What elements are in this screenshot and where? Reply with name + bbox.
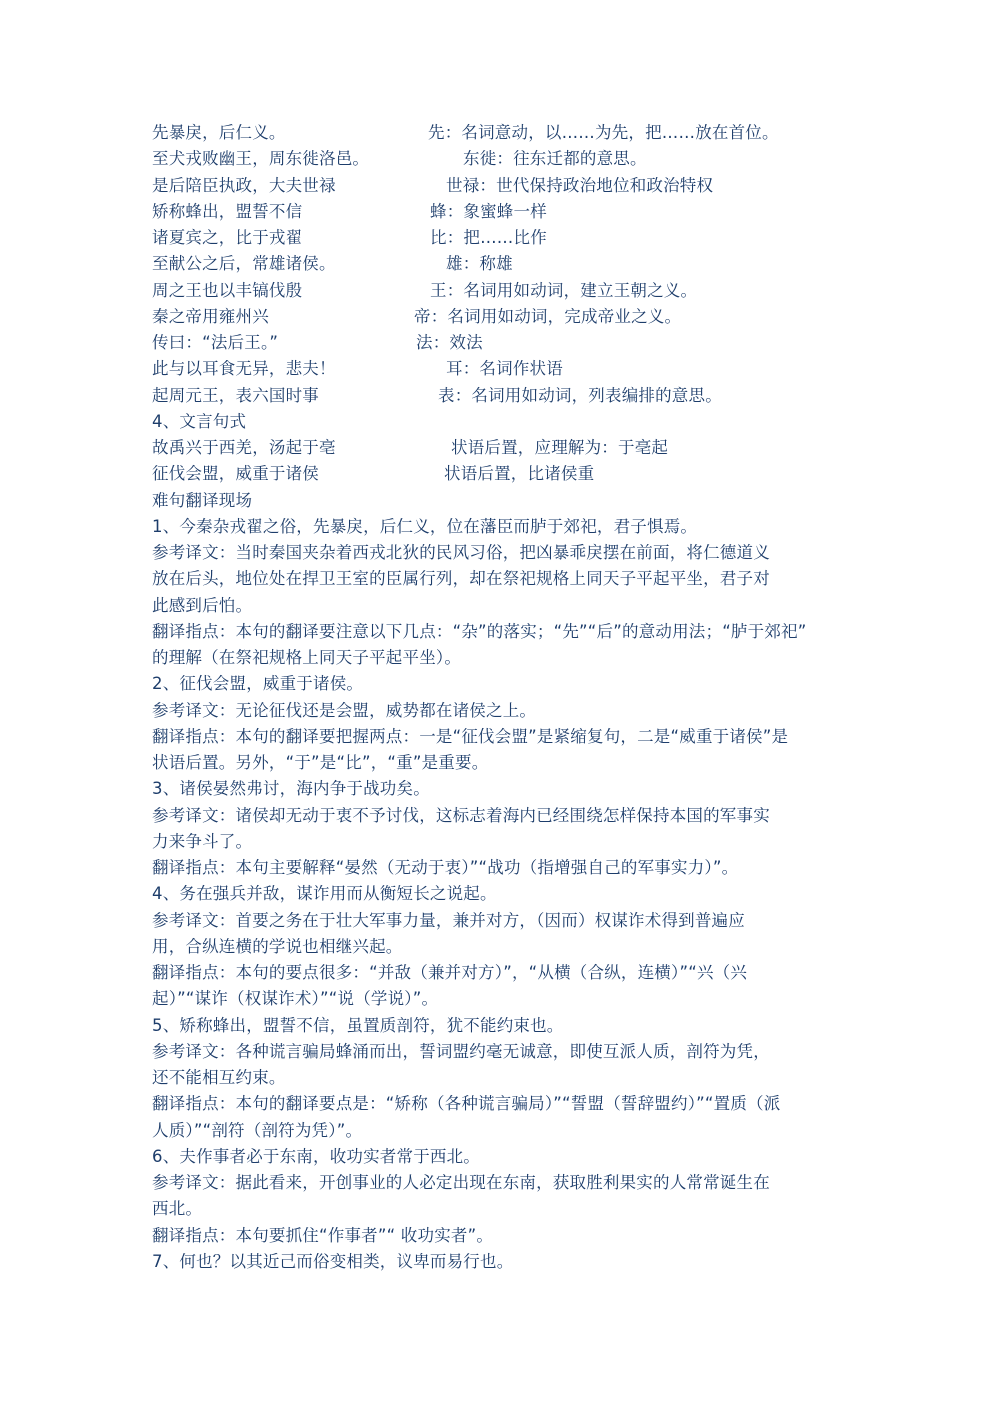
translation-line: 放在后头，地位处在捍卫王室的臣属行列，却在祭祀规格上同天子平起平坐，君子对 xyxy=(152,569,770,589)
pattern-source-sentence: 征伐会盟，威重于诸侯 xyxy=(152,464,319,484)
translation-line: 状语后置。另外，“于”是“比”，“重”是重要。 xyxy=(152,753,489,772)
translation-line: 翻译指点：本句的翻译要点是：“矫称（各种谎言骗局）”“誓盟（誓辞盟约）”“置质（派 xyxy=(152,1094,781,1114)
translation-line: 翻译指点：本句主要解释“晏然（无动于衷）”“战功（指增强自己的军事实力）”。 xyxy=(152,858,739,877)
vocab-annotation: 耳：名词作状语 xyxy=(446,359,563,379)
translation-heading: 难句翻译现场 xyxy=(152,490,253,510)
vocab-source-sentence: 起周元王，表六国时事 xyxy=(152,385,319,405)
vocab-source-sentence: 此与以耳食无异，悲夫！ xyxy=(152,359,336,379)
translation-line: 3、诸侯晏然弗讨，海内争于战功矣。 xyxy=(152,779,430,799)
vocab-source-sentence: 是后陪臣执政，大夫世禄 xyxy=(152,175,336,195)
translation-line: 参考译文：据此看来，开创事业的人必定出现在东南，获取胜利果实的人常常诞生在 xyxy=(152,1173,770,1192)
translation-line: 西北。 xyxy=(152,1199,203,1219)
vocab-annotation: 法：效法 xyxy=(416,333,483,352)
translation-line: 翻译指点：本句要抓住“作事者”“ 收功实者”。 xyxy=(152,1225,494,1245)
vocab-source-sentence: 传曰：“法后王。” xyxy=(152,333,279,352)
vocab-source-sentence: 诸夏宾之，比于戎翟 xyxy=(152,228,303,247)
translation-line: 1、今秦杂戎翟之俗，先暴戾，后仁义，位在藩臣而胪于郊祀，君子惧焉。 xyxy=(152,516,698,536)
vocab-annotation: 世禄：世代保持政治地位和政治特权 xyxy=(446,175,714,195)
section-heading: 4、文言句式 xyxy=(152,411,247,431)
translation-line: 起）”“谋诈（权谋诈术）”“说（学说）”。 xyxy=(152,989,439,1009)
vocab-annotation: 帝：名词用如动词，完成帝业之义。 xyxy=(414,306,682,326)
vocab-annotation: 东徙：往东迁都的意思。 xyxy=(463,149,647,169)
translation-line: 参考译文：当时秦国夹杂着西戎北狄的民风习俗，把凶暴乖戾摆在前面，将仁德道义 xyxy=(152,543,770,562)
translation-line: 5、矫称蜂出，盟誓不信，虽置质剖符，犹不能约束也。 xyxy=(152,1015,564,1035)
vocab-annotation: 先：名词意动，以……为先，把……放在首位。 xyxy=(428,123,779,142)
vocab-annotation: 比：把……比作 xyxy=(430,228,547,247)
vocab-source-sentence: 至犬戎败幽王，周东徙洛邑。 xyxy=(152,149,370,169)
translation-line: 参考译文：各种谎言骗局蜂涌而出，誓词盟约毫无诚意，即使互派人质，剖符为凭， xyxy=(152,1041,770,1061)
translation-line: 翻译指点：本句的翻译要注意以下几点：“杂”的落实；“先”“后”的意动用法；“胪于郊祀” xyxy=(152,621,807,641)
translation-line: 翻译指点：本句的翻译要把握两点：一是“征伐会盟”是紧缩复句，二是“威重于诸侯”是 xyxy=(152,726,789,746)
vocab-annotation: 表：名词用如动词，列表编排的意思。 xyxy=(438,385,722,405)
vocab-annotation: 蜂：象蜜蜂一样 xyxy=(430,201,547,221)
translation-line: 2、征伐会盟，威重于诸侯。 xyxy=(152,674,364,694)
vocab-source-sentence: 至献公之后，常雄诸侯。 xyxy=(152,254,336,274)
translation-line: 的理解（在祭祀规格上同天子平起平坐）。 xyxy=(152,648,462,667)
translation-line: 7、何也？以其近己而俗变相类，议卑而易行也。 xyxy=(152,1251,514,1271)
pattern-annotation: 状语后置，比诸侯重 xyxy=(444,464,595,484)
translation-line: 还不能相互约束。 xyxy=(152,1068,286,1087)
translation-line: 参考译文：诸侯却无动于衷不予讨伐，这标志着海内已经围绕怎样保持本国的军事实 xyxy=(152,805,770,825)
translation-line: 此感到后怕。 xyxy=(152,595,253,615)
translation-line: 参考译文：首要之务在于壮大军事力量，兼并对方，（因而）权谋诈术得到普遍应 xyxy=(152,910,745,930)
vocab-source-sentence: 矫称蜂出，盟誓不信 xyxy=(152,201,303,221)
pattern-source-sentence: 故禹兴于西羌，汤起于亳 xyxy=(152,438,336,457)
vocab-annotation: 雄：称雄 xyxy=(446,254,513,274)
translation-line: 6、夫作事者必于东南，收功实者常于西北。 xyxy=(152,1146,480,1166)
translation-line: 4、务在强兵并敌，谋诈用而从衡短长之说起。 xyxy=(152,884,497,904)
translation-line: 力来争斗了。 xyxy=(152,831,253,851)
translation-line: 用，合纵连横的学说也相继兴起。 xyxy=(152,936,403,956)
vocab-source-sentence: 秦之帝用雍州兴 xyxy=(152,306,269,326)
vocab-source-sentence: 先暴戾，后仁义。 xyxy=(152,123,286,142)
vocab-source-sentence: 周之王也以丰镐伐殷 xyxy=(152,280,303,300)
vocab-annotation: 王：名词用如动词，建立王朝之义。 xyxy=(430,280,698,300)
translation-line: 翻译指点：本句的要点很多：“并敌（兼并对方）”，“从横（合纵，连横）”“兴（兴 xyxy=(152,963,748,982)
translation-line: 参考译文：无论征伐还是会盟，威势都在诸侯之上。 xyxy=(152,700,537,720)
translation-line: 人质）”“剖符（剖符为凭）”。 xyxy=(152,1120,363,1140)
pattern-annotation: 状语后置，应理解为：于亳起 xyxy=(451,438,669,457)
